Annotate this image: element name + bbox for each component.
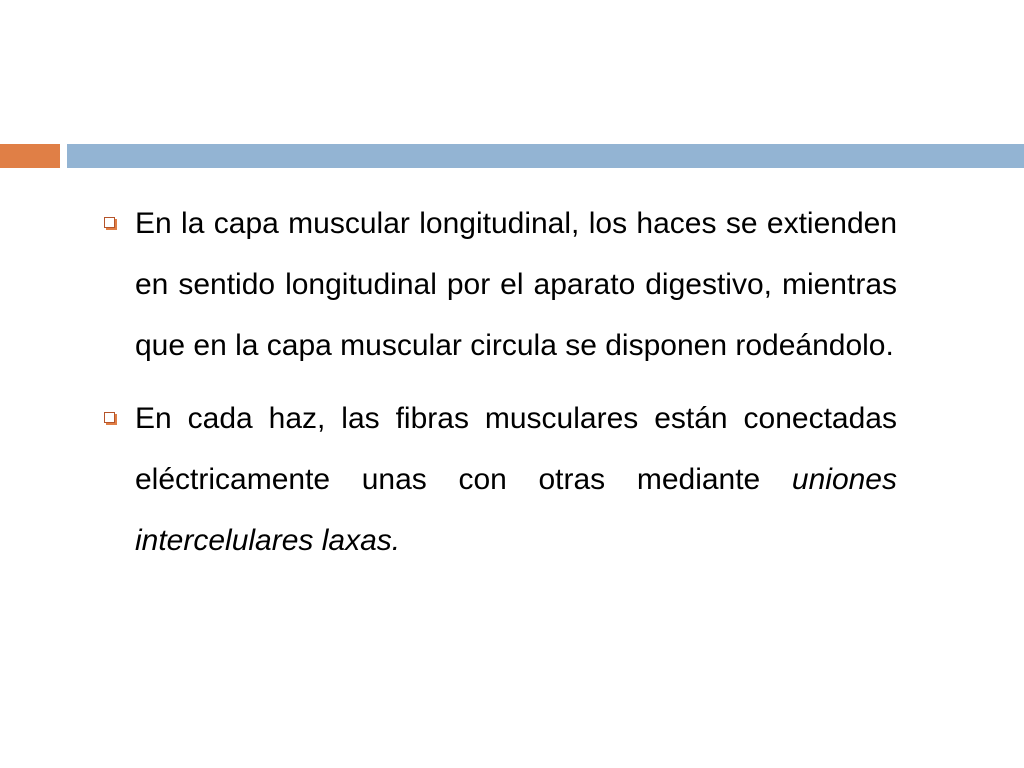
bullet-text-2-italic: uniones intercelulares laxas. [135,463,897,557]
accent-bar-blue [67,144,1024,168]
bullet-item-2 [100,388,897,571]
bullet-text-1: En la capa muscular longitudinal, los haces se extienden en sentido longitudinal por el aparato digestivo, mientras que en la capa muscular circula se disponen rodeándolo. [135,207,897,362]
bullet-item-1 [100,193,897,376]
bullet-list [100,193,897,583]
square-bullet-icon [104,217,115,228]
accent-bar-orange [0,144,60,168]
bullet-text-2: En cada haz, las fibras musculares están conectadas eléctricamente unas con otras mediante [135,402,897,496]
square-bullet-icon [104,412,115,423]
